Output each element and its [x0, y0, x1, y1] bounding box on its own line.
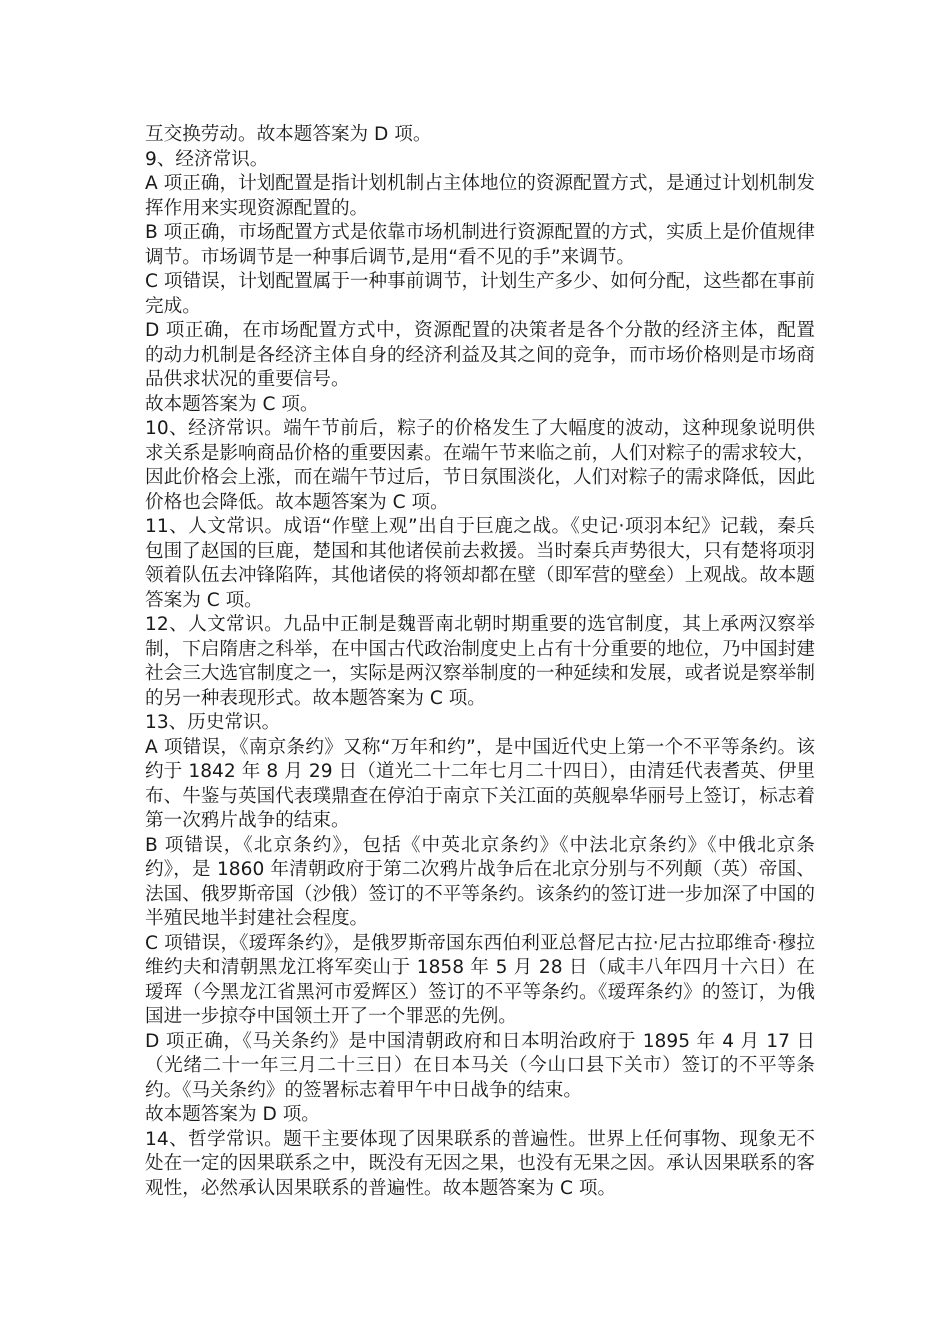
question-13-option-c: C 项错误，《瑷珲条约》，是俄罗斯帝国东西伯利亚总督尼古拉·尼古拉耶维奇·穆拉维约夫和清朝黑龙江将军奕山于 1858 年 5 月 28 日（咸丰八年四月十六日）在瑷珲（今黑龙江省黑河市爱辉区）签订的不平等条约。《瑷珲条约》的签订，为俄国进一步掠夺中国领土开了一个罪恶的先例。	[145, 932, 815, 1027]
question-9-option-c: C 项错误，计划配置属于一种事前调节，计划生产多少、如何分配，这些都在事前完成。	[145, 271, 815, 317]
question-14: 14、哲学常识。题干主要体现了因果联系的普遍性。世界上任何事物、现象无不处在一定的因果联系之中，既没有无因之果，也没有无果之因。承认因果联系的客观性，必然承认因果联系的普遍性。故本题答案为 C 项。	[145, 1128, 815, 1199]
question-11: 11、人文常识。成语“作壁上观”出自于巨鹿之战。《史记·项羽本纪》记载，秦兵包围了赵国的巨鹿，楚国和其他诸侯前去救援。当时秦兵声势很大，只有楚将项羽领着队伍去冲锋陷阵，其他诸侯的将领却都在壁（即军营的壁垒）上观战。故本题答案为 C 项。	[145, 516, 815, 611]
question-13-answer: 故本题答案为 D 项。	[145, 1104, 320, 1125]
question-13-option-a: A 项错误，《南京条约》又称“万年和约”，是中国近代史上第一个不平等条约。该约于 1842 年 8 月 29 日（道光二十二年七月二十四日），由清廷代表耆英、伊里布、牛鉴与英国代表璞鼎查在停泊于南京下关江面的英舰皋华丽号上签订，标志着第一次鸦片战争的结束。	[145, 736, 815, 831]
question-13-heading: 13、历史常识。	[145, 712, 281, 733]
question-13-option-b: B 项错误，《北京条约》，包括《中英北京条约》《中法北京条约》《中俄北京条约》，是 1860 年清朝政府于第二次鸦片战争后在北京分别与不列颠（英）帝国、法国、俄罗斯帝国（沙俄）签订的不平等条约。该条约的签订进一步加深了中国的半殖民地半封建社会程度。	[145, 834, 815, 929]
question-12: 12、人文常识。九品中正制是魏晋南北朝时期重要的选官制度，其上承两汉察举制，下启隋唐之科举，在中国古代政治制度史上占有十分重要的地位，乃中国封建社会三大选官制度之一，实际是两汉察举制度的一种延续和发展，或者说是察举制的另一种表现形式。故本题答案为 C 项。	[145, 614, 815, 709]
question-9-heading: 9、经济常识。	[145, 148, 269, 170]
question-13-option-d: D 项正确，《马关条约》是中国清朝政府和日本明治政府于 1895 年 4 月 17 日（光绪二十一年三月二十三日）在日本马关（今山口县下关市）签订的不平等条约。《马关条约》的签署标志着甲午中日战争的结束。	[145, 1030, 815, 1101]
paragraph-continuation: 互交换劳动。故本题答案为 D 项。	[145, 124, 432, 145]
question-9-option-d: D 项正确，在市场配置方式中，资源配置的决策者是各个分散的经济主体，配置的动力机制是各经济主体自身的经济利益及其之间的竞争，而市场价格则是市场商品供求状况的重要信号。	[145, 320, 815, 390]
question-9-option-b: B 项正确，市场配置方式是依靠市场机制进行资源配置的方式，实质上是价值规律调节。市场调节是一种事后调节,是用“看不见的手”来调节。	[145, 222, 815, 268]
question-9-answer: 故本题答案为 C 项。	[145, 393, 319, 415]
document-page	[145, 123, 815, 1201]
question-9-option-a: A 项正确，计划配置是指计划机制占主体地位的资源配置方式，是通过计划机制发挥作用来实现资源配置的。	[145, 173, 815, 219]
question-10: 10、经济常识。端午节前后，粽子的价格发生了大幅度的波动，这种现象说明供求关系是影响商品价格的重要因素。在端午节来临之前，人们对粽子的需求较大，因此价格会上涨，而在端午节过后，节日氛围淡化，人们对粽子的需求降低，因此价格也会降低。故本题答案为 C 项。	[145, 418, 815, 513]
